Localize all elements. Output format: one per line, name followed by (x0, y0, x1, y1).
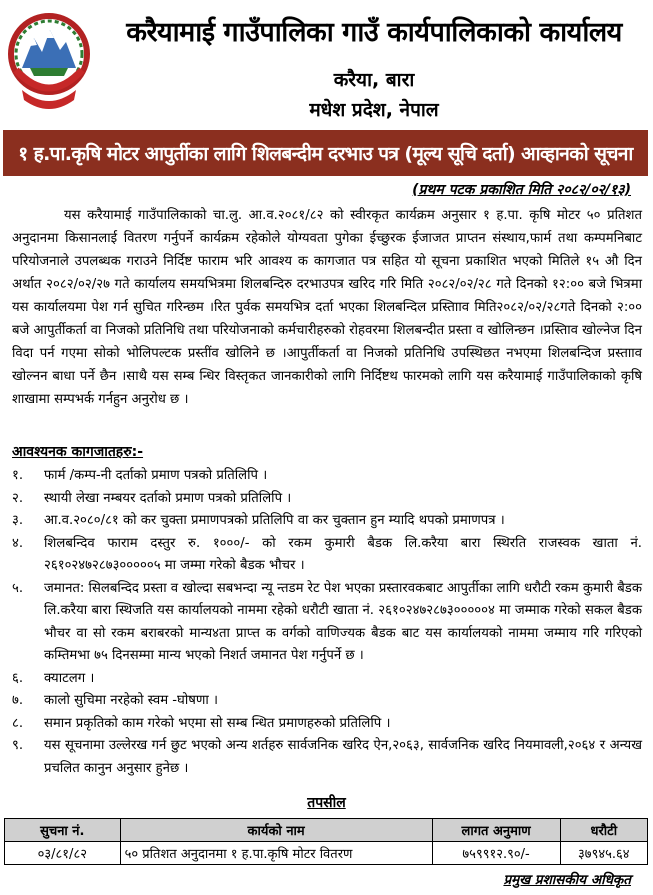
column-header: सुचना नं. (5, 819, 121, 842)
item-number: ९. (12, 738, 24, 753)
item-number: ५. (12, 580, 24, 596)
table-cell: ३७९४५.६४ (560, 842, 647, 865)
item-text: फार्म /कम्प-नी दर्ताको प्रमाण पत्रको प्रतिलिपि । (44, 468, 268, 483)
list-item (12, 668, 642, 691)
nepal-emblem-icon (8, 8, 90, 112)
item-text: जमानत: सिलबन्दिद प्रस्ता व खोल्दा सबभन्दा न्यू न्तडम रेट पेश भएका प्रस्तारवकबाट आपुर्तीका लागि धरौटी रकम कुमारी बैडक लि.करैया बारा स्थिजति यस कार्यालयको नाममा रहेको धरौटी खाता नं. २६१०२४७२८७३०००००४ मा जम्माक गरेको सकल बैडक भौचर वा सो रकम बराबरको मान्य४ता प्राप्त्त क वर्गको वाणिज्यक बैडक बाट यस कार्यालयको नाममा जम्माय गरि गरिएको कम्तिमभा ७५ दिनसम्मा मान्य भएको निशर्त जमानत पेश गर्नुपर्ने छ । (44, 580, 642, 663)
requirements-heading: आवश्यनक कागजातहरु:- (12, 444, 144, 460)
letterhead (0, 0, 653, 127)
requirements-list (12, 465, 642, 780)
table-row (5, 842, 648, 865)
table-cell: ५० प्रतिशत अनुदानमा १ ह.पा.कृषि मोटर वितरण (120, 842, 432, 865)
schedule-table (4, 818, 648, 865)
item-number: २. (12, 490, 24, 506)
column-header: कार्यको नाम (120, 819, 432, 842)
list-item (12, 488, 642, 511)
item-text: स्थायी लेखा नम्बयर दर्ताको प्रमाण पत्रको प्रतिलिपि । (44, 490, 292, 506)
office-province: मधेश प्रदेश, नेपाल (309, 99, 439, 121)
item-text: आ.व.२०८०/८१ को कर चुक्ता प्रमाणपत्रको प्रतिलिपि वा कर चुक्तान हुन म्यादि थपको प्रमाणपत्र । (44, 513, 505, 528)
list-item (12, 690, 642, 713)
table-cell: ७५९९१२.९०/- (432, 842, 560, 865)
item-text: शिलबन्दिव फाराम दस्तुर रु. १०००/- को रकम कुमारी बैडक लि.करैया बारा स्थिरति राजस्वक खाता नं. २६१०२४७२८७३०००००५ मा जम्मा गरेको बैडक भौचर । (44, 535, 642, 573)
notice-body: यस करैयामाई गाउँपालिकाको चा.लु. आ.व.२०८१/८२ को स्वीरकृत कार्यक्रम अनुसार १ ह.पा. कृषि मोटर ५० प्रतिशत अनुदानमा किसानलाई वितरण गर्नुपर्ने कार्यक्रम रहेकोले योग्यवता पुगेका ईच्छुरक ईजाजत प्राप्तन संस्थाय,फार्म तथा कम्पमनिबाट परियोजनाले उपलब्धक गराउने निर्दिष्ट फाराम भरि आवश्य क कागजात पत्र सहित यो सूचना प्रकाशित भएको मितिले १५ औ दिन अर्थात २०८२/०२/२७ गते कार्यालय समयभित्रमा शिलबन्दिरु दरभाउपत्र खरिद गरि मिति २०८२/०२/२८ गते दिनको १२:०० बजे भित्रमा यस कार्यालयमा पेश गर्न सुचित गरिन्छम ।रित पुर्वक समयभित्र दर्ता भएका शिलबन्दिल प्रस्ताािव मिति२०८२/०२/२८गते दिनको २:०० बजे आपुर्तीकर्ता वा निजको प्रतिनिधि तथा परियोजनाको कर्मचारीहरुको रोहवरमा शिलबन्दीत प्रस्ता व खोलिन्छन ।प्रस्तािव खोल्नेज दिन विदा पर्न गएमा सोको भोलिपल्टक प्रस्तींव खोलिने छ ।आपुर्तीकर्ता वा निजको प्रतिनिधि उपस्थिछत नभएमा शिलबन्दिज प्रस्तााव खोल्नन बाधा पर्ने छैन ।साथै यस सम्ब न्धिर विस्तृकत जानकारीको लागि निर्दिष्टथ फारमको लागि यस करैयामाई गाउँपालिकाको कृषि शाखामा सम्पभर्क गर्नहुन अनुरोध छ । (12, 208, 642, 407)
office-title: करैयामाई गाउँपालिका गाउँ कार्यपालिकाको कार्यालय (126, 17, 622, 48)
item-text: समान प्रकृतिको काम गरेको भएमा सो सम्ब न्धित प्रमाणहरुको प्रतिलिपि । (44, 715, 391, 731)
list-item (12, 465, 642, 488)
list-item (12, 713, 642, 736)
item-text: कालो सुचिमा नरहेको स्वम -घोषणा । (44, 693, 219, 708)
notice-title-banner (3, 130, 648, 176)
column-header: लागत अनुमाण (432, 819, 560, 842)
item-number: ७. (12, 693, 24, 708)
list-item (12, 578, 642, 668)
item-number: ३. (12, 513, 24, 528)
notice-title: १ ह.पा.कृषि मोटर आपुर्तीका लागि शिलबन्दीम दरभाउ पत्र (मूल्य सूचि दर्ता) आव्हानको सूचना (18, 143, 633, 165)
item-text: क्याटलग । (44, 670, 95, 686)
list-item (12, 735, 642, 780)
list-item (12, 533, 642, 578)
table-header-row (5, 819, 648, 842)
item-text: यस सूचनामा उल्लेरख गर्न छुट भएको अन्य शर्तहरु सार्वजनिक खरिद ऐन,२०६३, सार्वजनिक खरिद नियमावली,२०६४ र अन्यख प्रचलित कानुन अनुसार हुनेछ । (44, 738, 642, 776)
item-number: ४. (12, 535, 24, 551)
item-number: ६. (12, 670, 24, 686)
column-header: धरौटी (560, 819, 647, 842)
office-location: करैया, बारा (333, 69, 415, 91)
table-cell: ०३/८१/८२ (5, 842, 121, 865)
item-number: ८. (12, 715, 24, 731)
item-number: १. (12, 468, 24, 483)
signatory-title: प्रमुख प्रशासकीय अधिकृत (503, 872, 631, 888)
publication-date: (प्रथम पटक प्रकाशित मिति २०८२/०२/१३) (412, 182, 631, 198)
schedule-heading: तपसील (307, 795, 346, 811)
list-item (12, 510, 642, 533)
